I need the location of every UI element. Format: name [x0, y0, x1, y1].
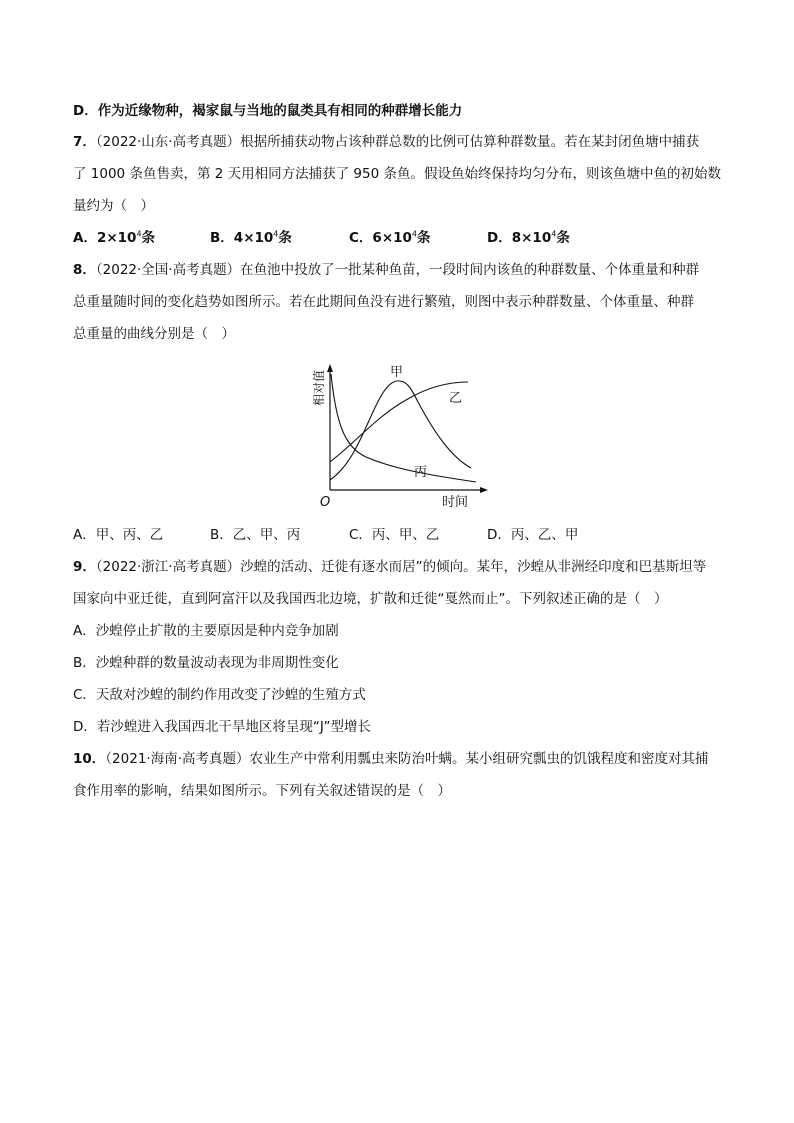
- q10-stem-line1: [73, 749, 709, 769]
- q9-option-d: D．若沙蝗进入我国西北干旱地区将呈现“J”型增长: [73, 719, 371, 735]
- question-text: （2022·全国·高考真题）在鱼池中投放了一批某种鱼苗，一段时间内该鱼的种群数量、个体重量和种群: [95, 262, 700, 278]
- q8-stem-line1: [73, 260, 699, 280]
- q9-option-b: B．沙蝗种群的数量波动表现为非周期性变化: [73, 655, 339, 671]
- q6-option-d: [73, 101, 462, 121]
- curve-label-bing: 丙: [414, 465, 428, 480]
- q8-option-b: B．乙、甲、丙: [210, 527, 301, 543]
- option-text: D．作为近缘物种，褐家鼠与当地的鼠类具有相同的种群增长能力: [73, 103, 463, 119]
- q8-option-d: D．丙、乙、甲: [487, 527, 579, 543]
- curve-label-yi: 乙: [449, 391, 463, 406]
- q10-stem-line2: 食作用率的影响，结果如图所示。下列有关叙述错误的是（ ）: [73, 783, 451, 799]
- q7-stem-line2: 了 1000 条鱼售卖，第 2 天用相同方法捕获了 950 条鱼。假设鱼始终保持均匀分布，则该鱼塘中鱼的初始数: [73, 166, 721, 182]
- question-text: （2022·山东·高考真题）根据所捕获动物占该种群总数的比例可估算种群数量。若在某封闭鱼塘中捕获: [95, 134, 700, 150]
- q8-figure: [306, 362, 490, 512]
- question-number: 10．: [73, 751, 106, 767]
- curve-yi: [330, 382, 468, 462]
- q7-option-b: B．$4\times 10^4$条: [210, 229, 292, 246]
- q7-stem-line3: 量约为（ ）: [73, 198, 154, 214]
- q7-stem-line1: [73, 132, 699, 152]
- question-text: （2022·浙江·高考真题）沙蝗的活动、迁徙有逐水而居”的倾向。某年，沙蝗从非洲经印度和巴基斯坦等: [95, 559, 707, 575]
- curve-label-jia: 甲: [390, 365, 404, 380]
- q8-option-a: A．甲、丙、乙: [73, 527, 164, 543]
- q9-stem-line1: [73, 557, 706, 577]
- y-axis-arrow-icon: [327, 364, 333, 372]
- question-text: （2021·海南·高考真题）农业生产中常利用瓢虫来防治叶螨。某小组研究瓢虫的饥饿程度和密度对其捕: [105, 751, 709, 767]
- q8-stem-line3: 总重量的曲线分别是（ ）: [73, 326, 235, 342]
- origin-label: O: [320, 495, 331, 510]
- q8-option-c: C．丙、甲、乙: [349, 527, 440, 543]
- x-axis-arrow-icon: [480, 487, 488, 493]
- q8-stem-line2: 总重量随时间的变化趋势如图所示。若在此期间鱼没有进行繁殖，则图中表示种群数量、个体重量、种群: [73, 294, 694, 310]
- question-number: 8．: [73, 262, 96, 278]
- q9-option-c: C．天敌对沙蝗的制约作用改变了沙蝗的生殖方式: [73, 687, 366, 703]
- y-axis-label: 相对值: [312, 369, 326, 406]
- q9-option-a: A．沙蝗停止扩散的主要原因是种内竞争加剧: [73, 623, 339, 639]
- q9-stem-line2: 国家向中亚迁徙，直到阿富汗以及我国西北边境，扩散和迁徙“戛然而止”。下列叙述正确的是（ ）: [73, 591, 668, 607]
- question-number: 7．: [73, 134, 96, 150]
- q7-option-d: D．$8\times 10^4$条: [487, 229, 570, 246]
- q7-option-c: C．$6\times 10^4$条: [349, 229, 431, 246]
- question-number: 9．: [73, 559, 96, 575]
- x-axis-label: 时间: [442, 495, 469, 510]
- q7-option-a: A．$2\times 10^4$条: [73, 229, 156, 246]
